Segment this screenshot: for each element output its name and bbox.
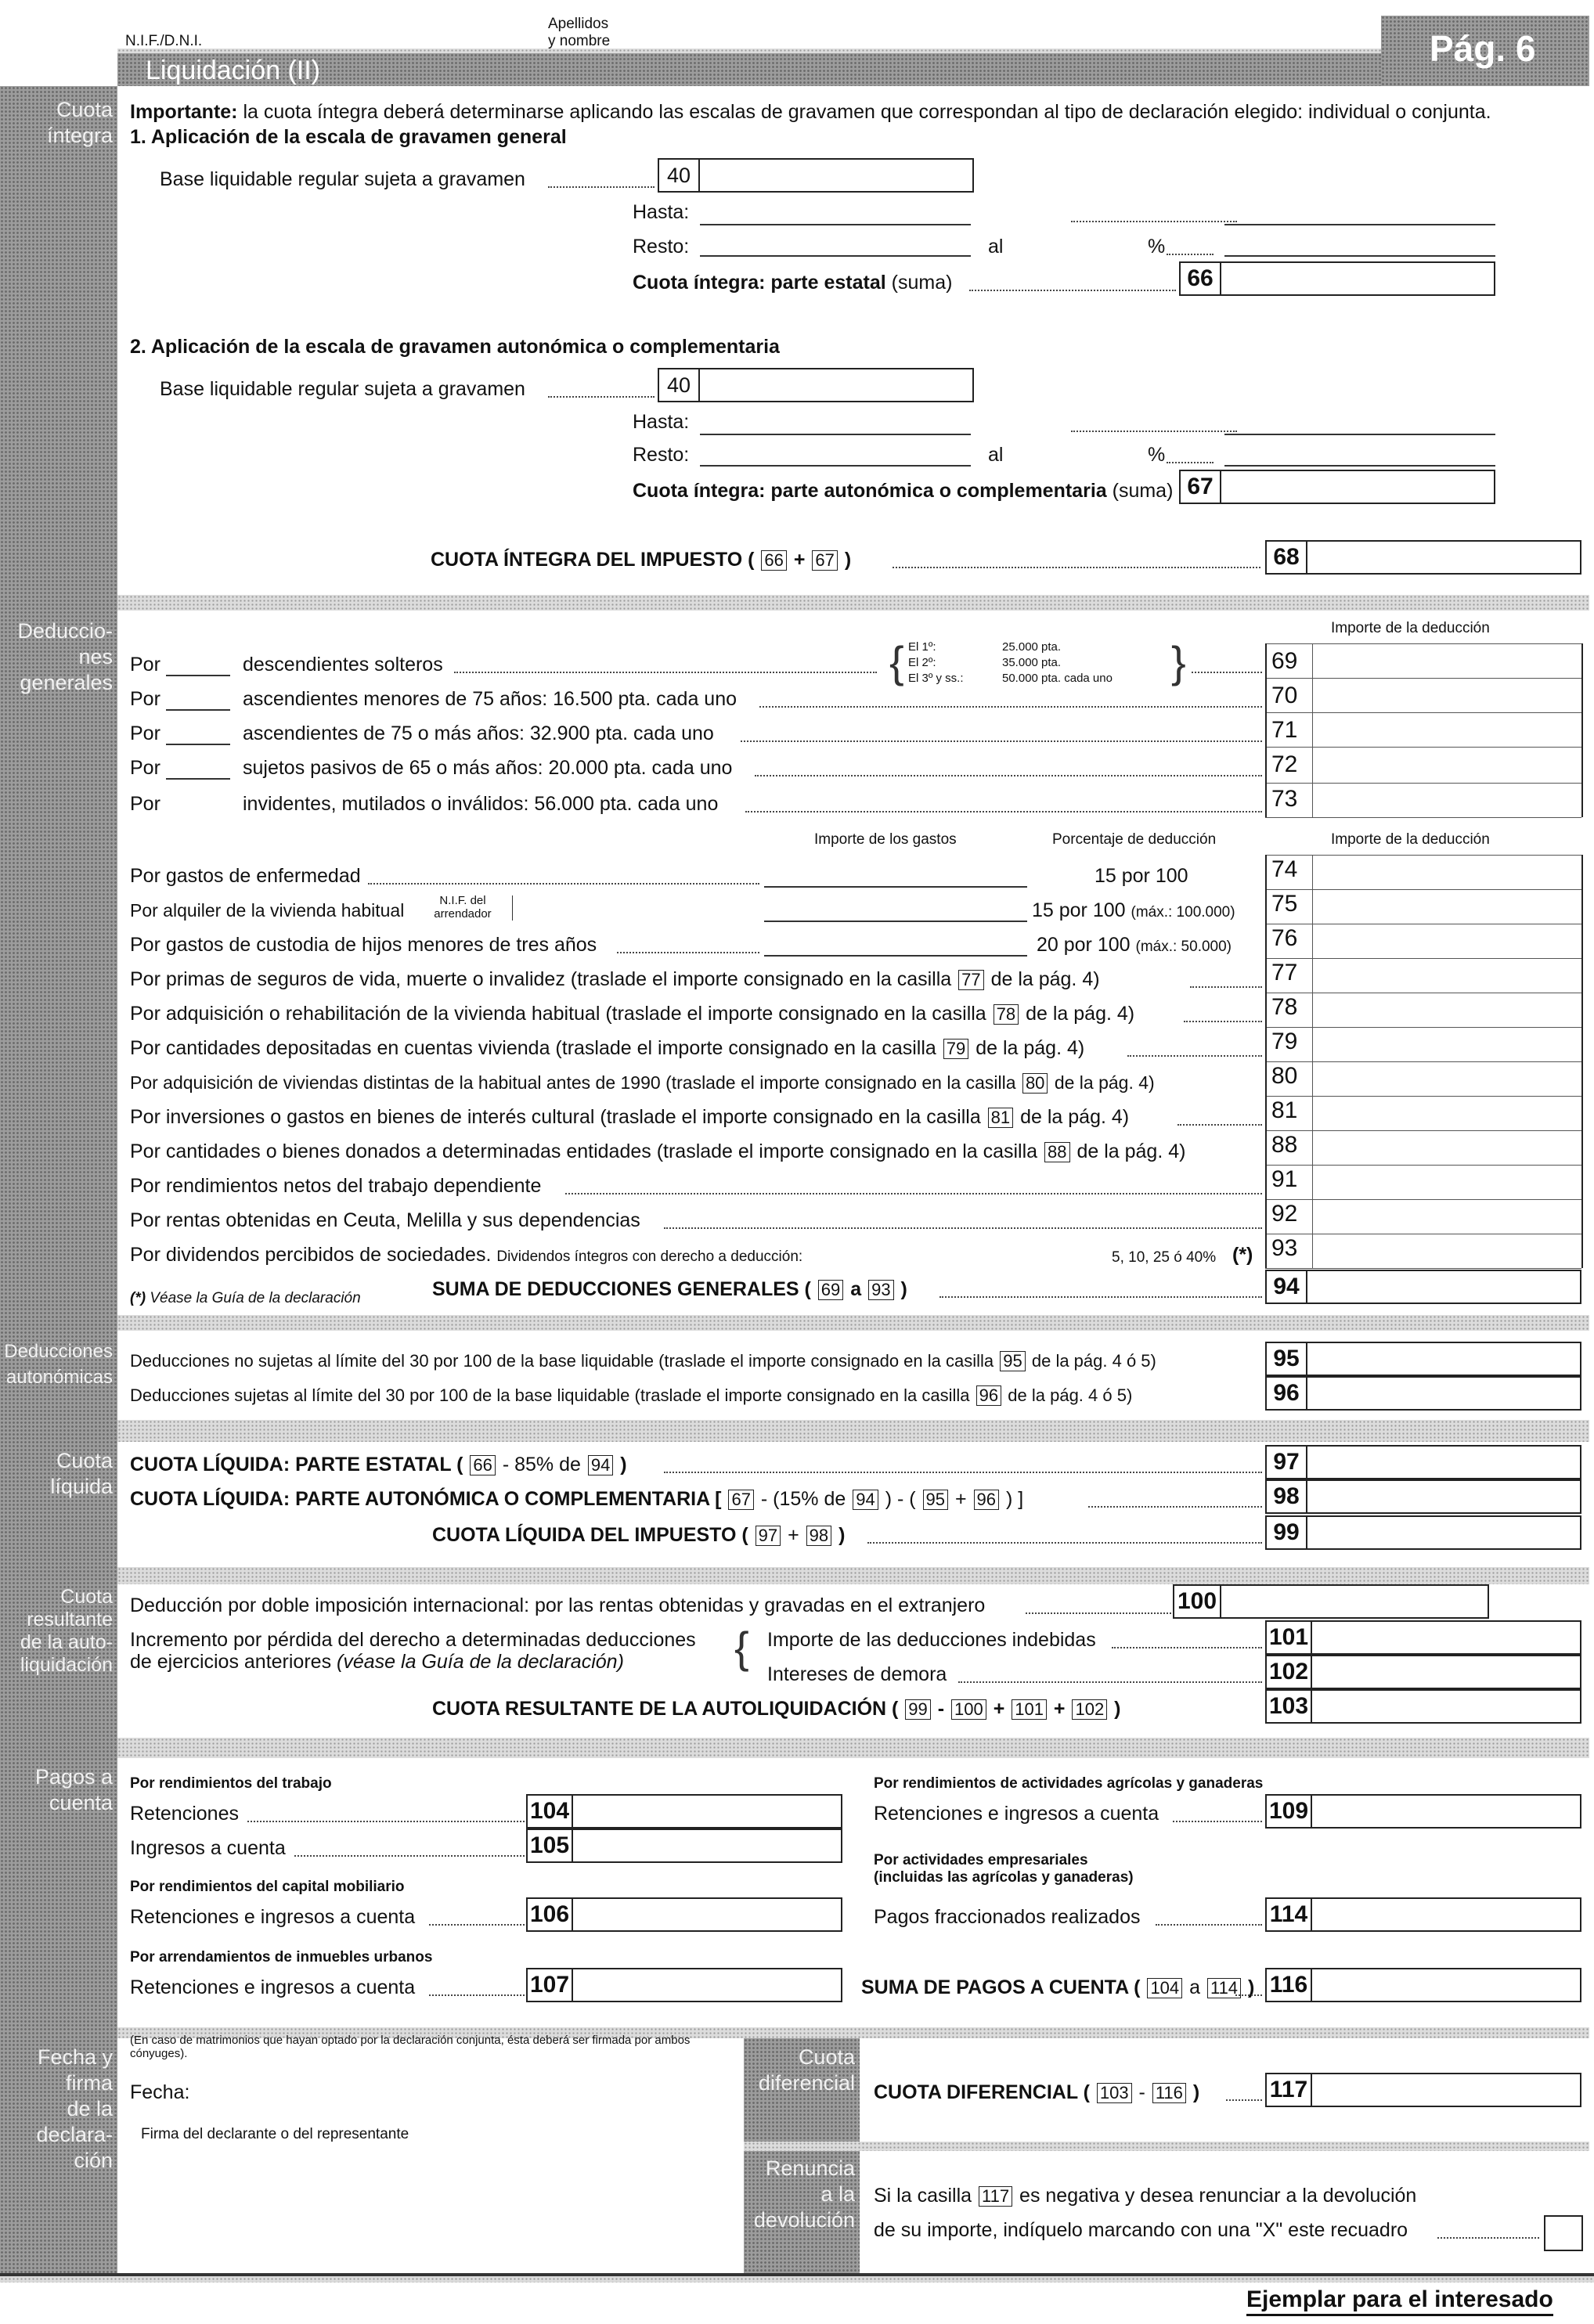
box-40-s1[interactable]: 40 — [658, 158, 974, 193]
s2-al: al — [988, 444, 1004, 466]
r73-label: invidentes, mutilados o inválidos: 56.000 pta. cada uno — [243, 793, 719, 815]
inc2: de ejercicios anteriores (véase la Guía de la declaración) — [130, 1651, 624, 1673]
r77-label: Por primas de seguros de vida, muerte o invalidez (traslade el importe consignado en la casilla 77 de la pág. 4) — [130, 968, 1100, 990]
s1-hasta: Hasta: — [633, 201, 690, 223]
section-label-cuota-integra: Cuota íntegra — [46, 98, 113, 147]
code-80: 80 — [1271, 1063, 1298, 1089]
code-79: 79 — [1271, 1029, 1298, 1054]
s2-total: Cuota íntegra: parte autonómica o complementaria (suma) — [633, 480, 1174, 502]
box-109[interactable]: 109 — [1265, 1794, 1581, 1829]
box-104[interactable]: 104 — [526, 1794, 842, 1829]
section-label-cuota-resultante: Cuota resultante de la auto- liquidación — [20, 1586, 113, 1676]
r71-label: ascendientes de 75 o más años: 32.900 pta. cada uno — [243, 722, 714, 744]
p76: 20 por 100 (máx.: 50.000) — [1037, 934, 1232, 956]
section-label-renuncia: Renuncia a la devolución — [753, 2156, 855, 2232]
section-label-cuota-liquida: Cuota líquida — [50, 1449, 113, 1498]
r72-por: Por — [130, 757, 160, 779]
pagos-empres1: Por actividades empresariales — [874, 1852, 1088, 1868]
fecha-nota: (En caso de matrimonios que hayan optado por la declaración conjunta, ésta deberá ser firmada por ambos cónyuges). — [130, 2034, 691, 2060]
pagos-arrend: Por arrendamientos de inmuebles urbanos — [130, 1949, 433, 1965]
r80-label: Por adquisición de viviendas distintas de la habitual antes de 1990 (traslade el importe consignado en la casilla 80 de la pág. 4) — [130, 1072, 1155, 1093]
importante-line — [130, 100, 1491, 124]
code-93: 93 — [1271, 1235, 1298, 1261]
code-72: 72 — [1271, 751, 1298, 777]
box-96[interactable]: 96 — [1265, 1376, 1581, 1411]
r75-nif: N.I.F. del arrendador — [434, 894, 492, 921]
code-77: 77 — [1271, 960, 1298, 985]
pagos-capital: Por rendimientos del capital mobiliario — [130, 1879, 405, 1895]
r71-por: Por — [130, 722, 160, 744]
box-95[interactable]: 95 — [1265, 1342, 1581, 1376]
box-117[interactable]: 117 — [1265, 2073, 1581, 2107]
code-70: 70 — [1271, 683, 1298, 708]
code-74: 74 — [1271, 856, 1298, 882]
code-92: 92 — [1271, 1201, 1298, 1227]
apellidos-label: Apellidos — [548, 16, 609, 32]
code-75: 75 — [1271, 891, 1298, 917]
box-106[interactable]: 106 — [526, 1897, 842, 1932]
r69-label: descendientes solteros — [243, 654, 443, 676]
left-sidebar — [0, 86, 117, 2278]
r88-label: Por cantidades o bienes donados a determinadas entidades (traslade el importe consignado en la casilla 88 de la pág. 4) — [130, 1140, 1186, 1162]
r72-label: sujetos pasivos de 65 o más años: 20.000 pta. cada uno — [243, 757, 733, 779]
firma-label: Firma del declarante o del representante — [141, 2126, 409, 2142]
importante-text: la cuota íntegra deberá determinarse aplicando las escalas de gravamen que correspondan al tipo de declaración elegido: individual o conjunta. — [243, 101, 1491, 123]
r102-label: Intereses de demora — [767, 1663, 947, 1685]
s1-resto: Resto: — [633, 236, 690, 258]
renuncia-line1: Si la casilla 117 es negativa y desea renunciar a la devolución — [874, 2185, 1417, 2207]
code-81: 81 — [1271, 1097, 1298, 1123]
section-title: Liquidación (II) — [146, 56, 321, 85]
r75-label: Por alquiler de la vivienda habitual — [130, 900, 405, 921]
r93-label: Por dividendos percibidos de sociedades. Dividendos íntegros con derecho a deducción: — [130, 1244, 803, 1266]
box-98[interactable]: 98 — [1265, 1479, 1581, 1514]
pagos-trabajo: Por rendimientos del trabajo — [130, 1775, 332, 1792]
code-88: 88 — [1271, 1132, 1298, 1158]
s1-al: al — [988, 236, 1004, 258]
box-101[interactable]: 101 — [1265, 1620, 1581, 1655]
box-100[interactable]: 100 — [1173, 1584, 1489, 1619]
box-114[interactable]: 114 — [1265, 1897, 1581, 1932]
r69-el1: El 1º: — [908, 640, 936, 654]
renuncia-line2: de su importe, indíquelo marcando con una "X" este recuadro — [874, 2219, 1408, 2241]
diferencial-label: CUOTA DIFERENCIAL ( 103 - 116 ) — [874, 2081, 1200, 2103]
box-102[interactable]: 102 — [1265, 1655, 1581, 1689]
panel-renuncia — [860, 2151, 1589, 2273]
s2-hasta: Hasta: — [633, 411, 690, 433]
s1-pct: % — [1148, 236, 1166, 258]
p74: 15 por 100 — [1095, 865, 1188, 887]
pagos-fracc: Pagos fraccionados realizados — [874, 1906, 1141, 1928]
box-99[interactable]: 99 — [1265, 1515, 1581, 1550]
r91-label: Por rendimientos netos del trabajo dependiente — [130, 1175, 542, 1197]
r92-label: Por rentas obtenidas en Ceuta, Melilla y sus dependencias — [130, 1209, 640, 1231]
r70-por: Por — [130, 688, 160, 710]
s2-pct: % — [1148, 444, 1166, 466]
r81-label: Por inversiones o gastos en bienes de interés cultural (traslade el importe consignado en la casilla 81 de la pág. 4) — [130, 1106, 1130, 1128]
renuncia-checkbox[interactable] — [1544, 2215, 1583, 2251]
r73-por: Por — [130, 793, 160, 815]
box-107[interactable]: 107 — [526, 1968, 842, 2002]
inc1: Incremento por pérdida del derecho a determinadas deducciones — [130, 1629, 696, 1651]
r69-el2: El 2º: — [908, 656, 936, 669]
footer-ejemplar: Ejemplar para el interesado — [1246, 2286, 1553, 2316]
pagos-agric-ret: Retenciones e ingresos a cuenta — [874, 1803, 1159, 1825]
r101-label: Importe de las deducciones indebidas — [767, 1629, 1096, 1651]
r79-label: Por cantidades depositadas en cuentas vivienda (traslade el importe consignado en la casilla 79 de la pág. 4) — [130, 1037, 1085, 1059]
r69-v3: 50.000 pta. cada uno — [1002, 672, 1113, 685]
r100-label: Deducción por doble imposición internacional: por las rentas obtenidas y gravadas en el extranjero — [130, 1594, 986, 1616]
box-94[interactable]: 94 — [1265, 1270, 1581, 1304]
pagos-ingresos: Ingresos a cuenta — [130, 1837, 286, 1859]
s2-resto: Resto: — [633, 444, 690, 466]
importante-label: Importante: — [130, 101, 238, 123]
section-label-deducciones-generales: Deduccio- nes generales — [17, 619, 113, 694]
head-importe-deduccion-1: Importe de la deducción — [1331, 620, 1490, 636]
head-importe-deduccion-2: Importe de la deducción — [1331, 831, 1490, 848]
pagos-agric: Por rendimientos de actividades agrícolas y ganaderas — [874, 1775, 1264, 1792]
pagos-arrend-ret: Retenciones e ingresos a cuenta — [130, 1976, 416, 1998]
r69-por: Por — [130, 654, 160, 676]
pagos-empres2: (incluidas las agrícolas y ganaderas) — [874, 1869, 1134, 1886]
r70-label: ascendientes menores de 75 años: 16.500 pta. cada uno — [243, 688, 737, 710]
nota-guia: (*) Véase la Guía de la declaración — [130, 1290, 361, 1306]
r96-label: Deducciones sujetas al límite del 30 por 100 de la base liquidable (traslade el importe consignado en la casilla 96 de la pág. 4 ó 5) — [130, 1385, 1133, 1405]
box-66[interactable]: 66 — [1179, 261, 1495, 296]
s1-title: 1. Aplicación de la escala de gravamen general — [130, 126, 567, 148]
box-105[interactable]: 105 — [526, 1829, 842, 1863]
box-116[interactable]: 116 — [1265, 1968, 1581, 2002]
page-label: Pág. 6 — [1430, 28, 1536, 69]
section-label-pagos-cuenta: Pagos a cuenta — [34, 1765, 113, 1814]
r97-label: CUOTA LÍQUIDA: PARTE ESTATAL ( 66 - 85% de 94 ) — [130, 1454, 627, 1475]
fecha-label: Fecha: — [130, 2081, 190, 2103]
pagos-capital-ret: Retenciones e ingresos a cuenta — [130, 1906, 416, 1928]
s2-title: 2. Aplicación de la escala de gravamen autonómica o complementaria — [130, 336, 780, 358]
head-importe-gastos: Importe de los gastos — [814, 831, 957, 848]
p93: 5, 10, 25 ó 40% — [1112, 1249, 1217, 1266]
r69-v2: 35.000 pta. — [1002, 656, 1062, 669]
code-78: 78 — [1271, 994, 1298, 1020]
p75: 15 por 100 (máx.: 100.000) — [1032, 899, 1235, 921]
r98-label: CUOTA LÍQUIDA: PARTE AUTONÓMICA O COMPLEMENTARIA [ 67 - (15% de 94 ) - ( 95 + 96 ) ] — [130, 1488, 1024, 1510]
code-69: 69 — [1271, 648, 1298, 674]
r95-label: Deducciones no sujetas al límite del 30 por 100 de la base liquidable (traslade el importe consignado en la casilla 95 de la pág. 4 ó 5) — [130, 1351, 1156, 1371]
code-91: 91 — [1271, 1166, 1298, 1192]
box-97[interactable]: 97 — [1265, 1445, 1581, 1479]
r69-v1: 25.000 pta. — [1002, 640, 1062, 654]
head-porcentaje: Porcentaje de deducción — [1052, 831, 1217, 848]
panel-fecha-firma — [117, 2038, 744, 2273]
code-73: 73 — [1271, 786, 1298, 812]
section-label-deducciones-autonomicas: Deducciones autonómicas — [4, 1341, 113, 1388]
s2-base-label: Base liquidable regular sujeta a gravamen — [160, 378, 525, 400]
box-68[interactable]: 68 — [1265, 540, 1581, 575]
r69-el3: El 3º y ss.: — [908, 672, 964, 685]
s1-base-label: Base liquidable regular sujeta a gravamen — [160, 168, 525, 190]
r99-label: CUOTA LÍQUIDA DEL IMPUESTO ( 97 + 98 ) — [432, 1524, 846, 1546]
section-label-cuota-diferencial: Cuota diferencial — [758, 2045, 855, 2095]
suma-generales: SUMA DE DEDUCCIONES GENERALES ( 69 a 93 ) — [432, 1278, 907, 1300]
r76-label: Por gastos de custodia de hijos menores de tres años — [130, 934, 597, 956]
code-71: 71 — [1271, 717, 1298, 743]
r103-label: CUOTA RESULTANTE DE LA AUTOLIQUIDACIÓN ( 99 - 100 + 101 + 102 ) — [432, 1698, 1121, 1720]
section-label-fecha-firma: Fecha y firma de la declara- ción — [36, 2045, 113, 2172]
box-40-s2[interactable]: 40 — [658, 368, 974, 402]
pagos-suma: SUMA DE PAGOS A CUENTA ( 104 a 114 ) — [861, 1976, 1255, 1998]
s1-total: Cuota íntegra: parte estatal (suma) — [633, 272, 953, 294]
pagos-retenciones: Retenciones — [130, 1803, 239, 1825]
box-67[interactable]: 67 — [1179, 470, 1495, 504]
r74-label: Por gastos de enfermedad — [130, 865, 361, 887]
r78-label: Por adquisición o rehabilitación de la vivienda habitual (traslade el importe consignado en la casilla 78 de la pág. 4) — [130, 1003, 1135, 1025]
code-76: 76 — [1271, 925, 1298, 951]
box-103[interactable]: 103 — [1265, 1689, 1581, 1724]
nif-label: N.I.F./D.N.I. — [125, 33, 203, 49]
nombre-label: y nombre — [548, 33, 611, 49]
p93-ast: (*) — [1232, 1244, 1253, 1266]
cuota-integra-total: CUOTA ÍNTEGRA DEL IMPUESTO ( 66 + 67 ) — [431, 549, 852, 571]
